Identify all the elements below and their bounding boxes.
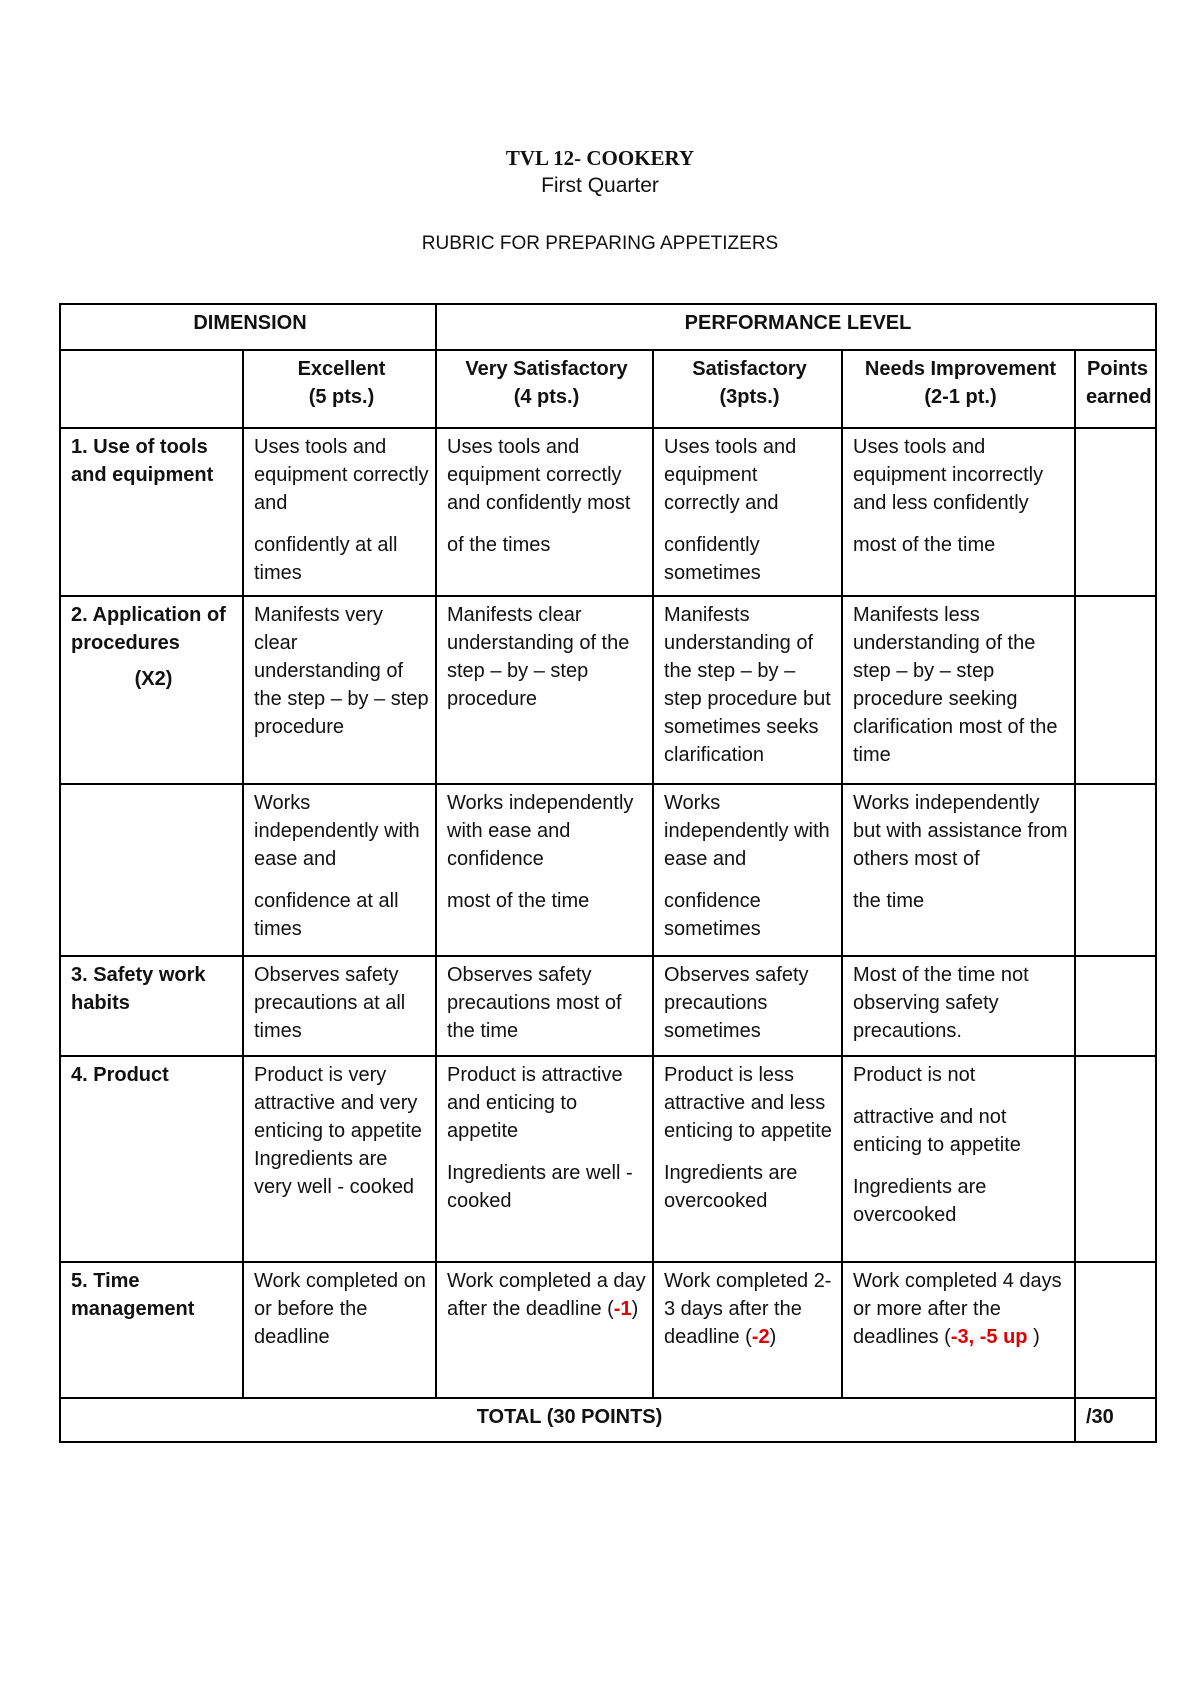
- penalty-label: -2: [751, 1326, 770, 1348]
- level-header-very-satisfactory: Very Satisfactory (4 pts.): [436, 350, 653, 428]
- points-earned-cell: [1075, 1262, 1156, 1398]
- dimension-cell: [60, 784, 243, 956]
- points-earned-cell: [1075, 1056, 1156, 1262]
- empty-header-cell: [60, 350, 243, 428]
- multiplier-label: (X2): [134, 668, 173, 690]
- criteria-cell-needs-improvement: Product is not attractive and not enticing to appetite Ingredients are overcooked: [842, 1056, 1075, 1262]
- criteria-cell-satisfactory: Work completed 2-3 days after the deadline (-2): [653, 1262, 842, 1398]
- dimension-cell: 4. Product: [60, 1056, 243, 1262]
- total-row: [60, 1398, 1156, 1442]
- document-subtitle: First Quarter: [541, 174, 659, 197]
- criteria-cell-excellent: Works independently with ease and confidence at all times: [243, 784, 436, 956]
- criteria-cell-needs-improvement: Uses tools and equipment incorrectly and less confidently most of the time: [842, 428, 1075, 596]
- rubric-body: [60, 428, 1156, 1262]
- table-row-time-management: [60, 1262, 1156, 1398]
- table-row: [60, 1056, 1156, 1262]
- level-header-needs-improvement: Needs Improvement (2-1 pt.): [842, 350, 1075, 428]
- criteria-cell-excellent: Product is very attractive and very enticing to appetite Ingredients are very well - cooked: [243, 1056, 436, 1262]
- points-earned-cell: [1075, 956, 1156, 1056]
- criteria-cell-excellent: Work completed on or before the deadline: [243, 1262, 436, 1398]
- dimension-header: DIMENSION: [60, 304, 436, 350]
- table-row: [60, 596, 1156, 784]
- points-earned-header: Points earned: [1075, 350, 1156, 428]
- criteria-cell-needs-improvement: Works independently but with assistance from others most of the time: [842, 784, 1075, 956]
- table-row: [60, 428, 1156, 596]
- criteria-cell-needs-improvement: Work completed 4 days or more after the deadlines (-3, -5 up ): [842, 1262, 1075, 1398]
- table-row: [60, 784, 1156, 956]
- points-earned-cell: [1075, 596, 1156, 784]
- rubric-title: RUBRIC FOR PREPARING APPETIZERS: [421, 233, 779, 254]
- criteria-cell-satisfactory: Manifests understanding of the step – by – step procedure but sometimes seeks clarification: [653, 596, 842, 784]
- criteria-cell-satisfactory: Uses tools and equipment correctly and confidently sometimes: [653, 428, 842, 596]
- dimension-cell: 1. Use of tools and equipment: [60, 428, 243, 596]
- document-title: TVL 12- COOKERY: [505, 146, 695, 170]
- criteria-cell-needs-improvement: Manifests less understanding of the step – by – step procedure seeking clarification most of the time: [842, 596, 1075, 784]
- dimension-cell: 2. Application of procedures (X2): [60, 596, 243, 784]
- header-row-1: [60, 304, 1156, 350]
- level-header-excellent: Excellent (5 pts.): [243, 350, 436, 428]
- criteria-cell-satisfactory: Product is less attractive and less enticing to appetite Ingredients are overcooked: [653, 1056, 842, 1262]
- criteria-cell-very-satisfactory: Works independently with ease and confidence most of the time: [436, 784, 653, 956]
- points-earned-cell: [1075, 428, 1156, 596]
- criteria-cell-very-satisfactory: Product is attractive and enticing to appetite Ingredients are well - cooked: [436, 1056, 653, 1262]
- table-row: [60, 956, 1156, 1056]
- performance-header: PERFORMANCE LEVEL: [436, 304, 1156, 350]
- criteria-cell-very-satisfactory: Work completed a day after the deadline (-1): [436, 1262, 653, 1398]
- criteria-cell-very-satisfactory: Uses tools and equipment correctly and confidently most of the times: [436, 428, 653, 596]
- points-earned-cell: [1075, 784, 1156, 956]
- criteria-cell-needs-improvement: Most of the time not observing safety precautions.: [842, 956, 1075, 1056]
- criteria-cell-satisfactory: Observes safety precautions sometimes: [653, 956, 842, 1056]
- criteria-cell-excellent: Uses tools and equipment correctly and confidently at all times: [243, 428, 436, 596]
- penalty-label: -3, -5 up: [950, 1326, 1028, 1348]
- dimension-cell: 5. Time management: [60, 1262, 243, 1398]
- criteria-cell-excellent: Manifests very clear understanding of the step – by – step procedure: [243, 596, 436, 784]
- total-label: TOTAL (30 POINTS): [60, 1398, 1075, 1442]
- header-row-2: [60, 350, 1156, 428]
- criteria-cell-excellent: Observes safety precautions at all times: [243, 956, 436, 1056]
- total-value: /30: [1075, 1398, 1156, 1442]
- criteria-cell-very-satisfactory: Manifests clear understanding of the step – by – step procedure: [436, 596, 653, 784]
- rubric-table: [59, 303, 1157, 1443]
- dimension-cell: 3. Safety work habits: [60, 956, 243, 1056]
- criteria-cell-very-satisfactory: Observes safety precautions most of the time: [436, 956, 653, 1056]
- penalty-label: -1: [613, 1298, 632, 1320]
- level-header-satisfactory: Satisfactory (3pts.): [653, 350, 842, 428]
- criteria-cell-satisfactory: Works independently with ease and confidence sometimes: [653, 784, 842, 956]
